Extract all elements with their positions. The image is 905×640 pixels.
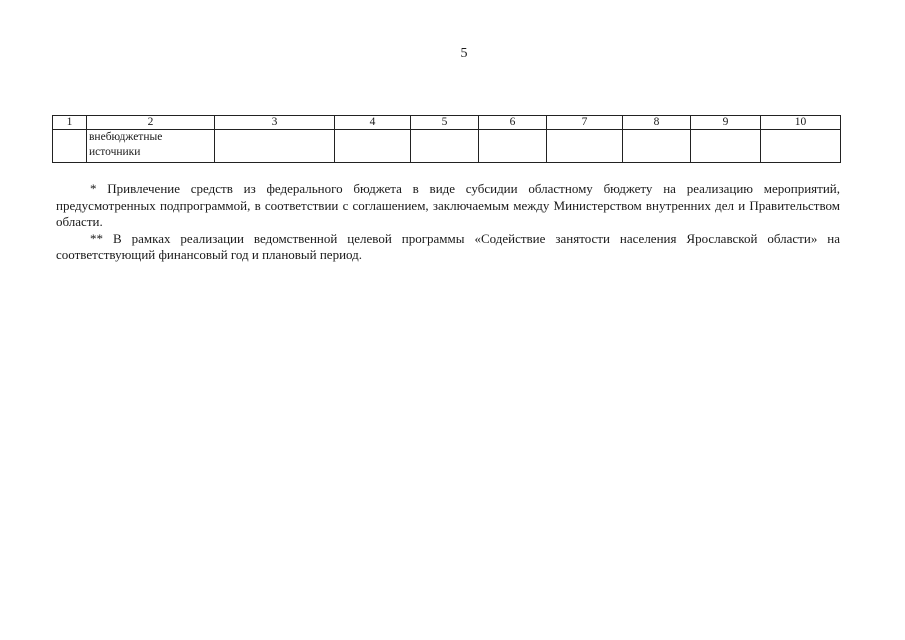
- column-header: 1: [53, 116, 87, 130]
- table-row: [53, 130, 841, 163]
- table-cell: [215, 130, 335, 163]
- column-header: 10: [761, 116, 841, 130]
- column-header: 9: [691, 116, 761, 130]
- table-cell: внебюджетные источники: [87, 130, 215, 163]
- column-header: 6: [479, 116, 547, 130]
- footnote-employment-program: ** В рамках реализации ведомственной целевой программы «Содействие занятости населения Ярославской области» на соответствующий финансовый год и плановый период.: [56, 230, 840, 262]
- column-header: 2: [87, 116, 215, 130]
- table-cell: [411, 130, 479, 163]
- footnotes: [56, 181, 840, 264]
- data-table: [52, 115, 841, 163]
- column-header: 4: [335, 116, 411, 130]
- table-cell: [53, 130, 87, 163]
- table-cell: [691, 130, 761, 163]
- table-cell: [623, 130, 691, 163]
- footnote-federal-subsidy: * Привлечение средств из федерального бюджета в виде субсидии областному бюджету на реализацию мероприятий, предусмотренных подпрограммой, в соответствии с соглашением, заключаемым между Министерством внутренних дел и Правительством области.: [56, 181, 840, 229]
- table-cell: [761, 130, 841, 163]
- column-header: 7: [547, 116, 623, 130]
- column-header: 3: [215, 116, 335, 130]
- table-header-row: [53, 116, 841, 130]
- table-cell: [335, 130, 411, 163]
- column-header: 5: [411, 116, 479, 130]
- column-header: 8: [623, 116, 691, 130]
- page-number: 5: [460, 46, 468, 61]
- table-cell: [479, 130, 547, 163]
- table-cell: [547, 130, 623, 163]
